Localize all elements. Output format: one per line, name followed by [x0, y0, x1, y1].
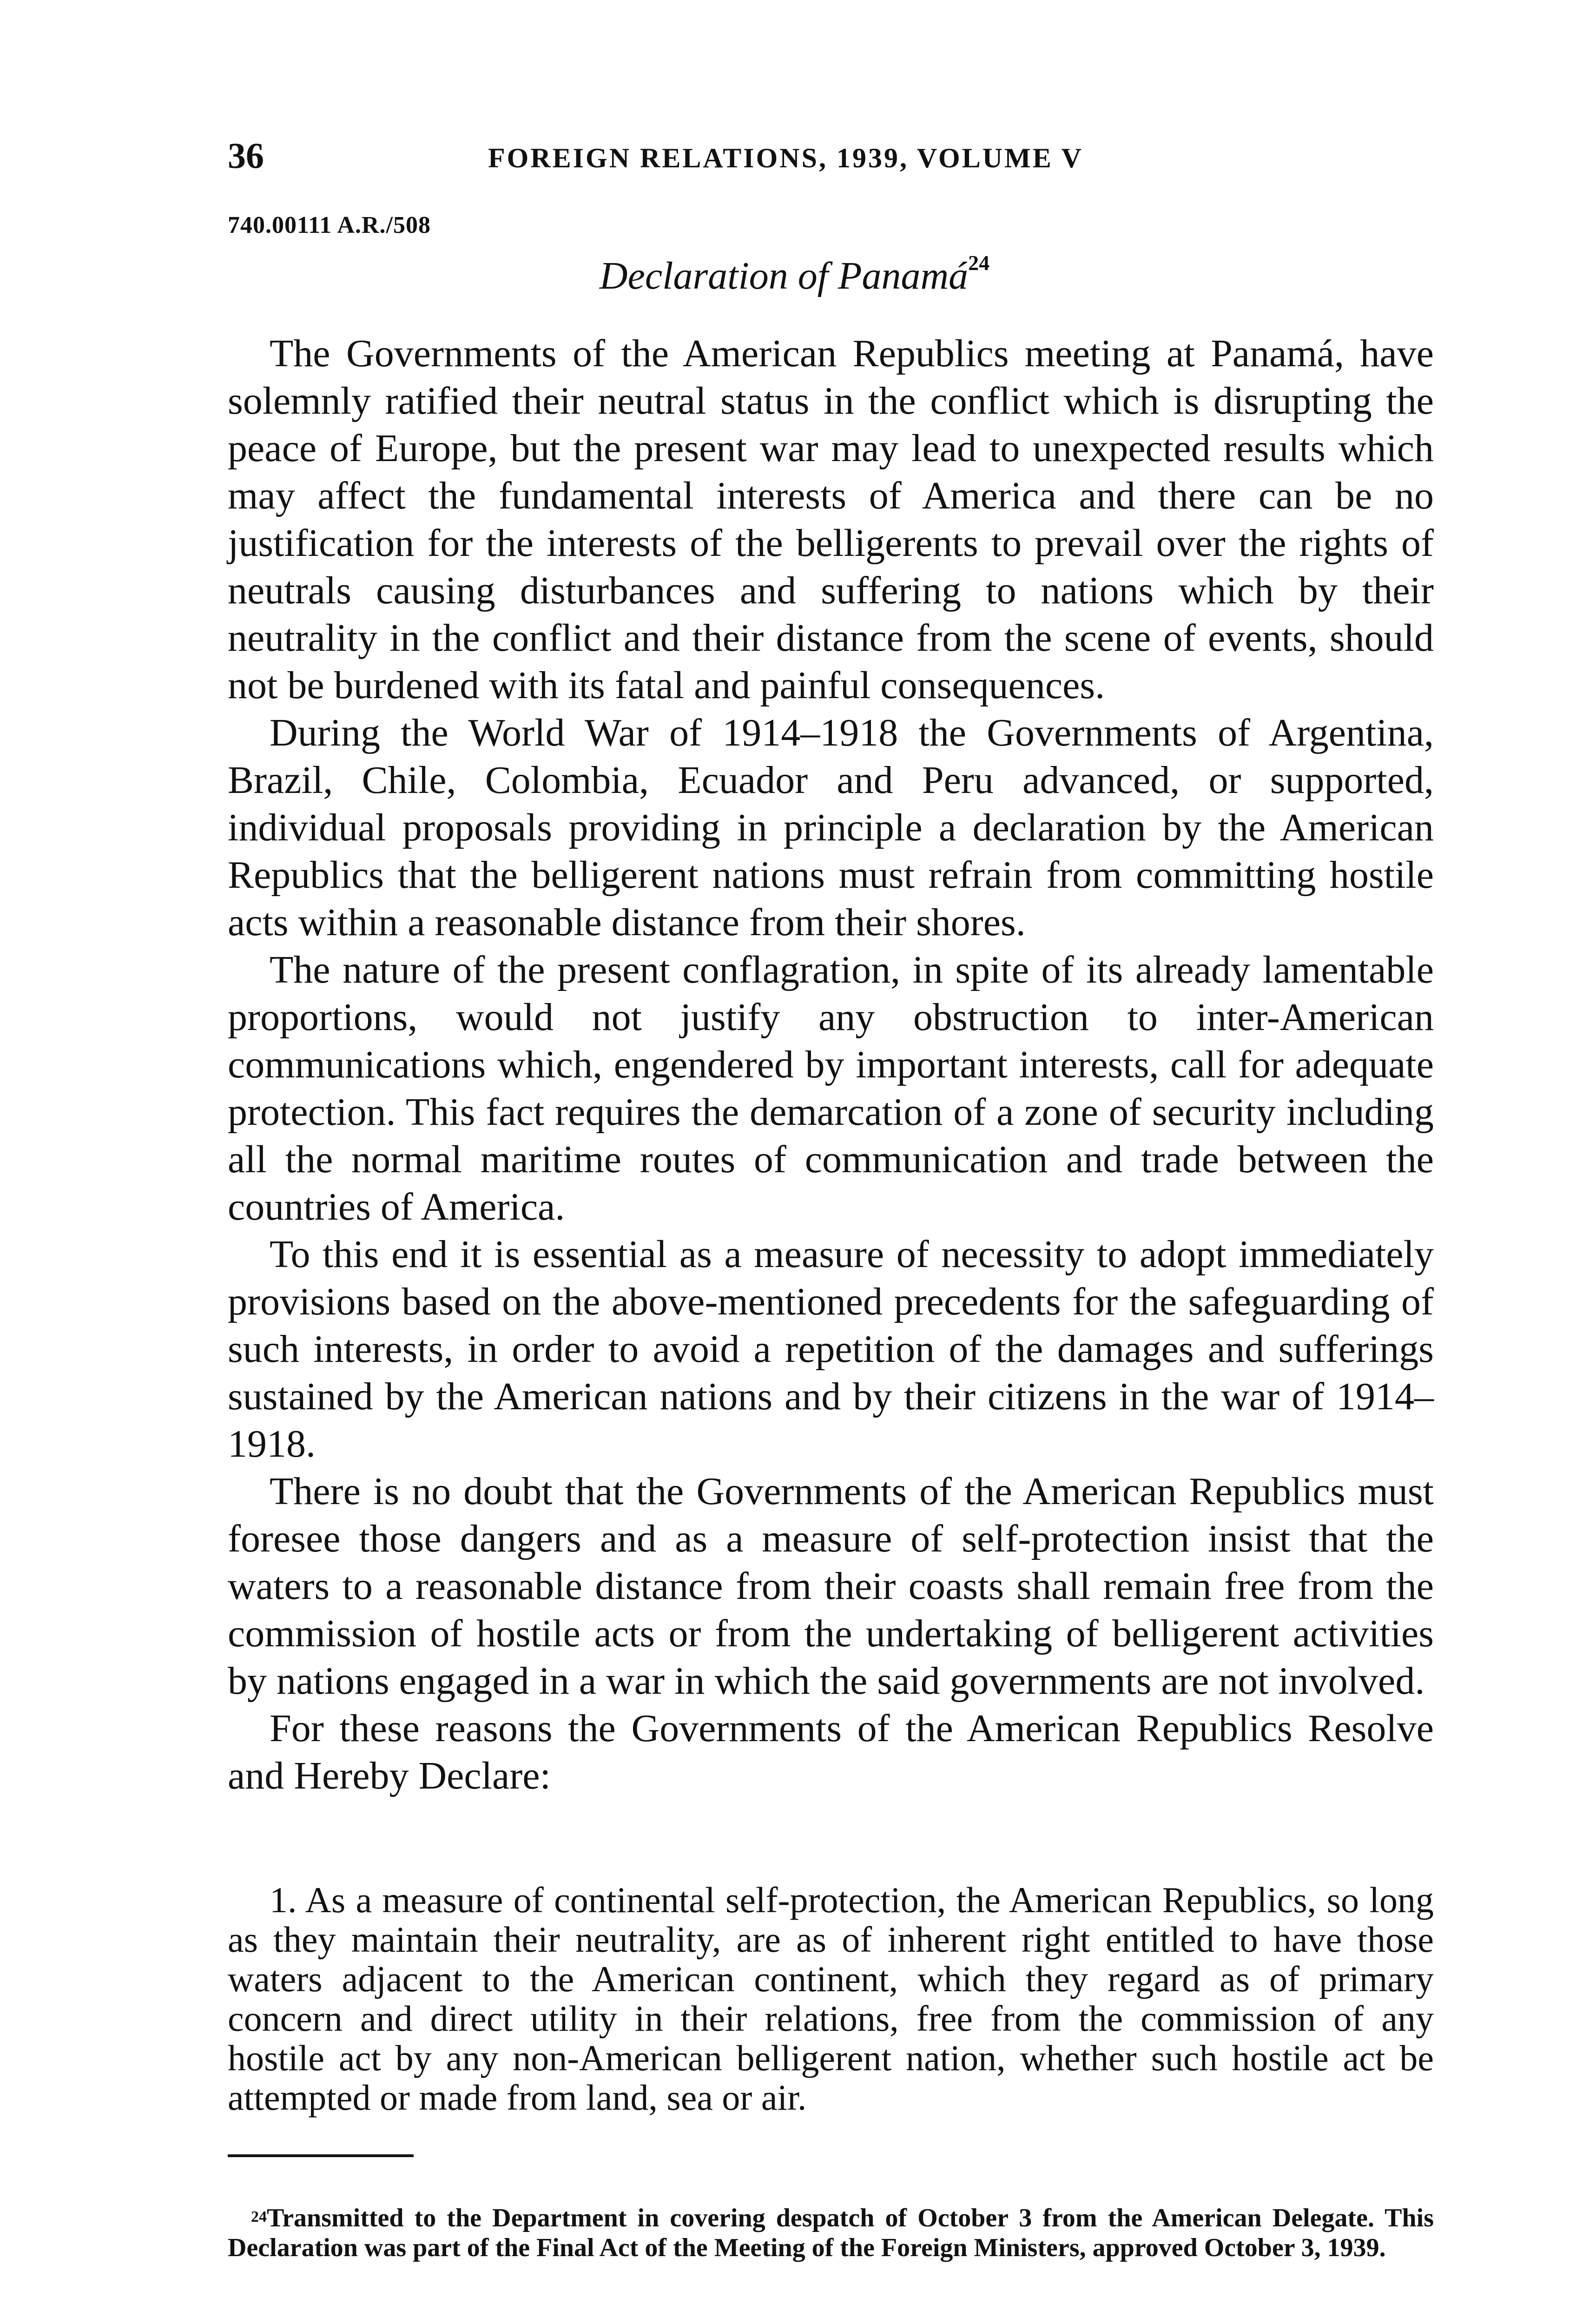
footnote-marker: 24 — [251, 2208, 267, 2225]
resolution-item: 1. As a measure of continental self-protection, the American Republics, so long as they maintain their neutrality, are as of inherent right entitled to have those waters adjacent to the American continent, which they regard as of primary concern and direct utility in their relations, free from the commission of any hostile act by any non-American belligerent nation, whether such hostile act be attempted or made from land, sea or air. — [228, 1880, 1434, 2118]
file-number: 740.00111 A.R./508 — [228, 212, 431, 238]
document-title-text: Declaration of Panamá — [599, 254, 969, 297]
paragraph: There is no doubt that the Governments of the American Republics must foresee those dangers and as a measure of self-protection insist that the waters to a reasonable distance from their coasts shall remain free from the commission of hostile acts or from the undertaking of belligerent activities by nations engaged in a war in which the said governments are not involved. — [228, 1470, 1434, 1703]
paragraph: The nature of the present conflagration, in spite of its already lamentable proportions, would not justify any obstruction to inter-American communications which, engendered by important interests, call for adequate protection. This fact requires the demarcation of a zone of security including all the normal maritime routes of communication and trade between the countries of America. — [228, 948, 1434, 1228]
resolution-list — [228, 1880, 1434, 2117]
document-title — [0, 253, 1589, 298]
declaration-body — [228, 330, 1434, 1800]
footnote — [228, 2203, 1434, 2263]
footnote-divider — [228, 2154, 414, 2157]
page-number: 36 — [228, 135, 264, 176]
paragraph: During the World War of 1914–1918 the Governments of Argentina, Brazil, Chile, Colombia, Ecuador and Peru advanced, or supported, individual proposals providing in principle a declaration by the American Republics that the belligerent nations must refrain from committing hostile acts within a reasonable distance from their shores. — [228, 711, 1434, 944]
footnote-text: Transmitted to the Department in covering despatch of October 3 from the American Delegate. This Declaration was part of the Final Act of the Meeting of the Foreign Ministers, approved October 3, 1939. — [228, 2204, 1434, 2262]
title-footnote-ref: 24 — [968, 251, 990, 275]
paragraph: The Governments of the American Republics meeting at Panamá, have solemnly ratified their neutral status in the conflict which is disrupting the peace of Europe, but the present war may lead to unexpected results which may affect the fundamental interests of America and there can be no justification for the interests of the belligerents to prevail over the rights of neutrals causing disturbances and suffering to nations which by their neutrality in the conflict and their distance from the scene of events, should not be burdened with its fatal and painful consequences. — [228, 332, 1434, 707]
paragraph: To this end it is essential as a measure of necessity to adopt immediately provisions based on the above-mentioned precedents for the safeguarding of such interests, in order to avoid a repetition of the damages and sufferings sustained by the American nations and by their citizens in the war of 1914–1918. — [228, 1233, 1434, 1466]
page-header — [228, 132, 1436, 179]
running-title: FOREIGN RELATIONS, 1939, VOLUME V — [488, 143, 1083, 173]
paragraph: For these reasons the Governments of the American Republics Resolve and Hereby Declare: — [228, 1707, 1434, 1797]
